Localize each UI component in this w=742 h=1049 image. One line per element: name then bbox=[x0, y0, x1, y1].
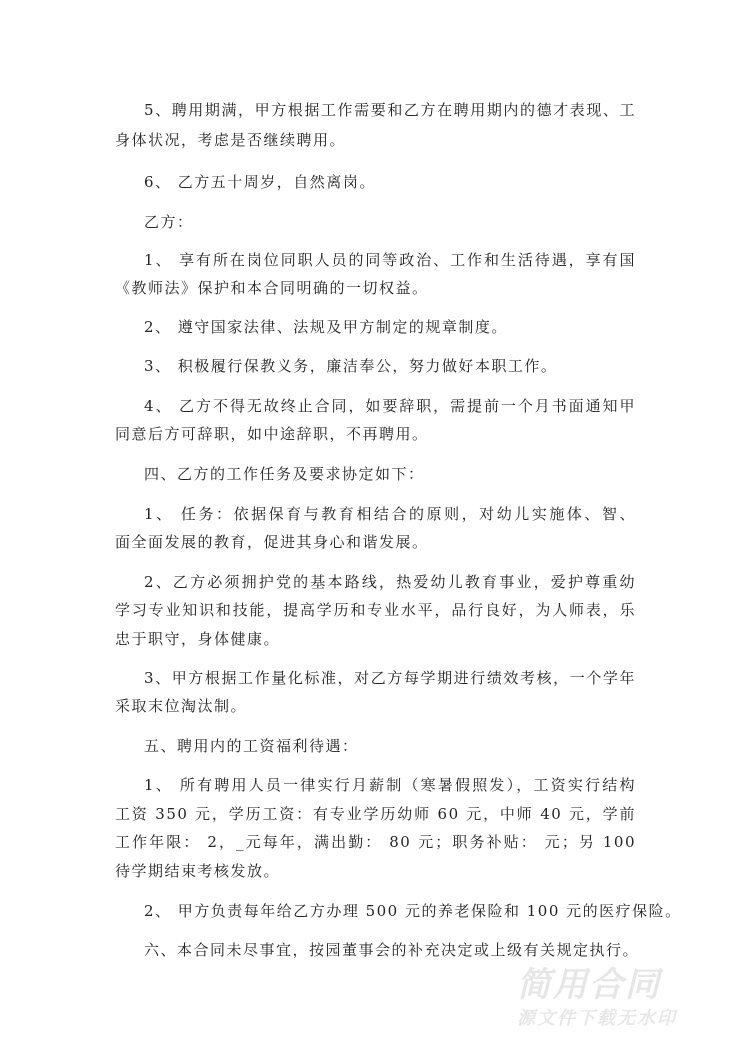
text-line: 面全面发展的教育，促进其身心和谐发展。 bbox=[115, 533, 429, 551]
watermark-subtitle: 源文件下载无水印 bbox=[517, 1008, 677, 1029]
text-line: 2、乙方必须拥护党的基本路线，热爱幼儿教育事业，爱护尊重幼 bbox=[144, 573, 636, 591]
text-line: 2、 甲方负责每年给乙方办理 500 元的养老保险和 100 元的医疗保险。 bbox=[144, 902, 682, 920]
watermark-title: 简用合同 bbox=[517, 965, 661, 1005]
text-line: 5、聘用期满，甲方根据工作需要和乙方在聘用期内的德才表现、工 bbox=[144, 101, 636, 119]
text-line: 1、 享有所在岗位同职人员的同等政治、工作和生活待遇，享有国 bbox=[144, 251, 636, 269]
text-line: 工作年限： 2，_元每年，满出勤： 80 元；职务补贴： 元；另 100 bbox=[115, 833, 636, 851]
text-line: 3、甲方根据工作量化标准，对乙方每学期进行绩效考核，一个学年 bbox=[144, 669, 636, 687]
text-line: 6、 乙方五十周岁，自然离岗。 bbox=[144, 173, 376, 191]
text-line: 乙方： bbox=[144, 213, 194, 231]
text-line: 4、 乙方不得无故终止合同，如要辞职，需提前一个月书面通知甲 bbox=[144, 397, 636, 415]
text-line: 3、 积极履行保教义务，廉洁奉公，努力做好本职工作。 bbox=[144, 357, 558, 375]
text-line: 四、乙方的工作任务及要求协定如下： bbox=[144, 465, 425, 483]
text-line: 学习专业知识和技能，提高学历和专业水平，品行良好，为人师表，乐 bbox=[115, 601, 636, 619]
text-line: 六、本合同未尽事宜，按园董事会的补充决定或上级有关规定执行。 bbox=[144, 941, 640, 959]
text-line: 采取末位淘汰制。 bbox=[115, 697, 248, 715]
text-line: 《教师法》保护和本合同明确的一切权益。 bbox=[115, 279, 429, 297]
text-line: 同意后方可辞职，如中途辞职，不再聘用。 bbox=[115, 425, 429, 443]
text-line: 身体状况，考虑是否继续聘用。 bbox=[115, 131, 347, 149]
text-line: 工资 350 元，学历工资：有专业学历幼师 60 元，中师 40 元，学前 bbox=[115, 805, 636, 823]
text-line: 忠于职守，身体健康。 bbox=[115, 630, 281, 648]
text-line: 1、 所有聘用人员一律实行月薪制（寒暑假照发），工资实行结构 bbox=[144, 776, 636, 794]
text-line: 2、 遵守国家法律、法规及甲方制定的规章制度。 bbox=[144, 318, 508, 336]
text-line: 五、聘用内的工资福利待遇： bbox=[144, 737, 359, 755]
text-line: 1、 任务：依据保育与教育相结合的原则，对幼儿实施体、智、 bbox=[144, 505, 636, 523]
text-line: 待学期结束考核发放。 bbox=[115, 862, 281, 880]
